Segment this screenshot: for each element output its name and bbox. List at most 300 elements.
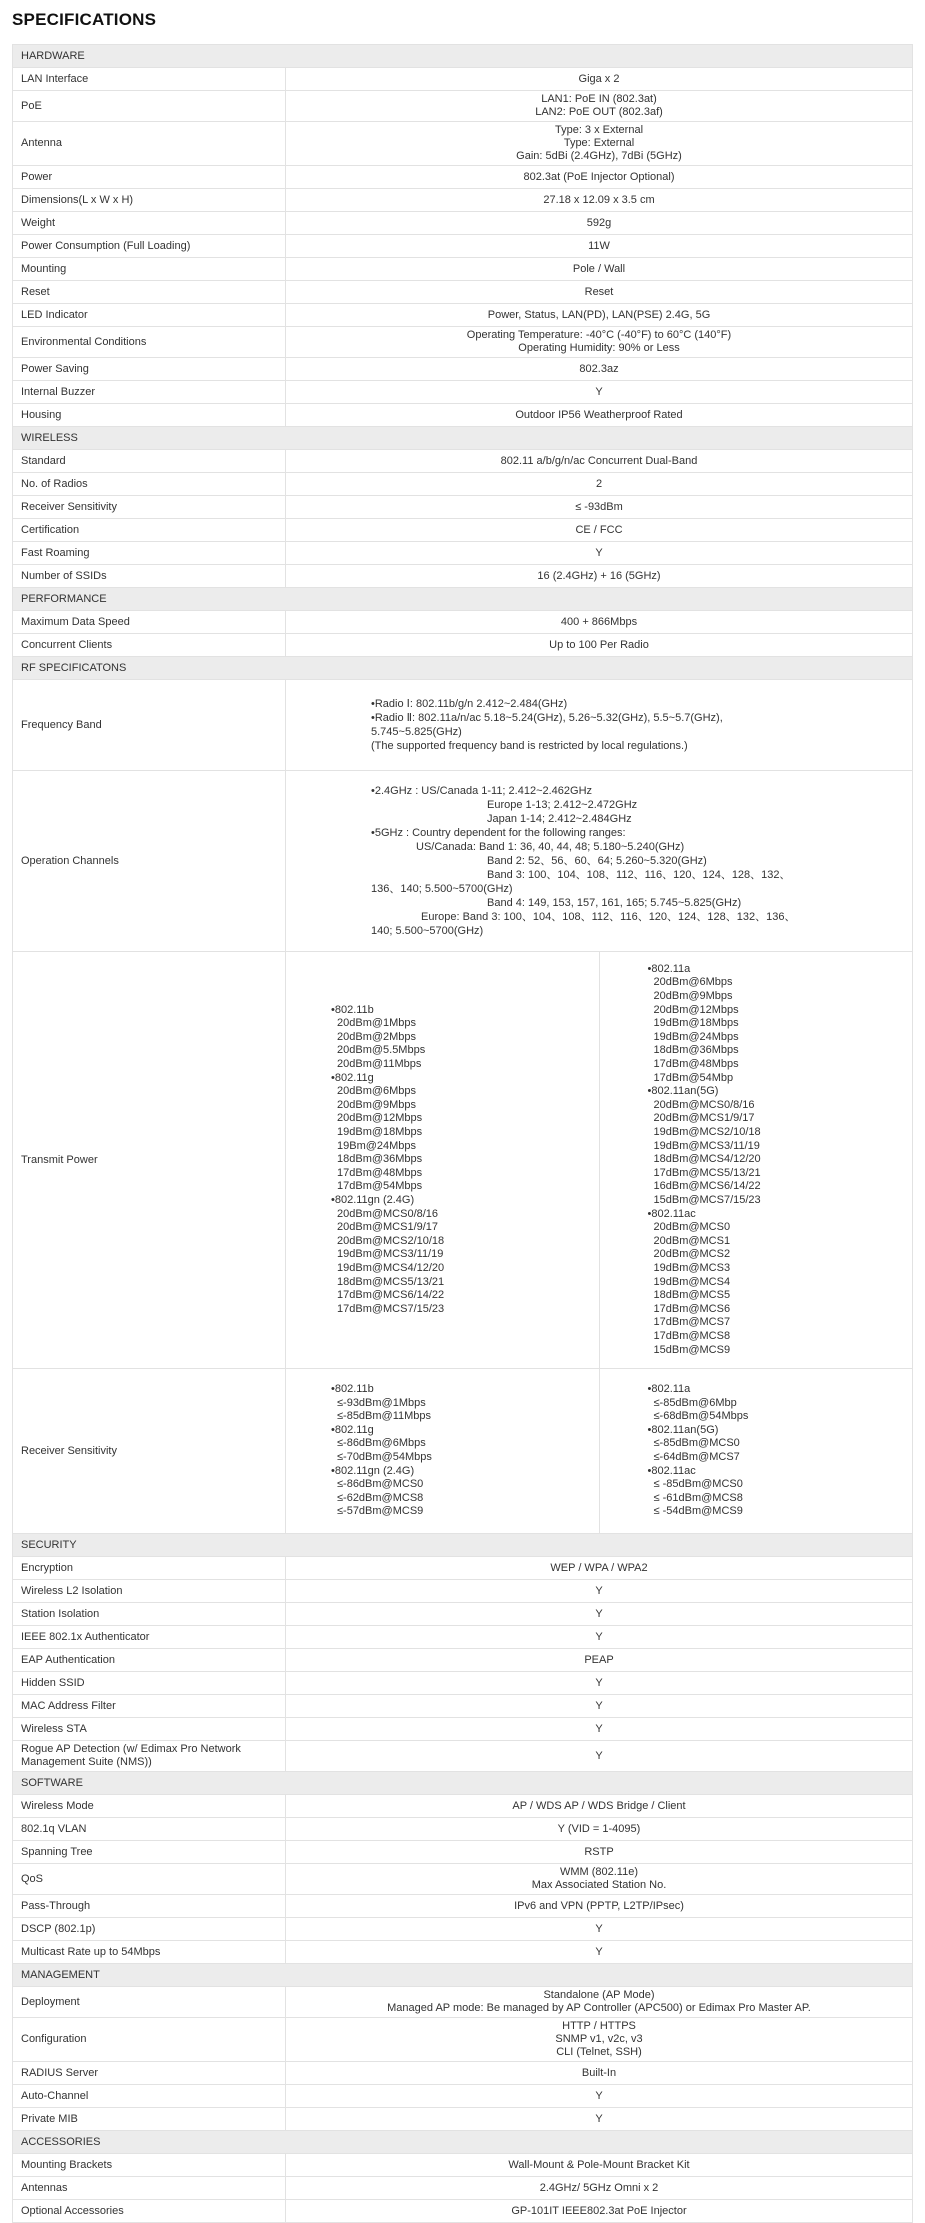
spec-label: Environmental Conditions: [13, 327, 286, 358]
cell-line: •2.4GHz : US/Canada 1-11; 2.412~2.462GHz: [371, 785, 593, 797]
spec-label: Private MIB: [13, 2108, 286, 2131]
cell-line: 20dBm@9Mbps: [653, 990, 733, 1003]
cell-line: •802.11b: [331, 1003, 374, 1016]
cell-line: ≤-86dBm@6Mbps: [337, 1437, 426, 1450]
spec-value-line: Y: [595, 1749, 603, 1762]
cell-line: Japan 1-14; 2.412~2.484GHz: [487, 813, 632, 825]
spec-row: [13, 1841, 913, 1864]
spec-value-line: Type: 3 x External: [554, 124, 644, 136]
spec-value: [286, 1941, 913, 1964]
spec-label: Hidden SSID: [13, 1672, 286, 1695]
spec-row: [13, 611, 913, 634]
spec-value-line: Y: [595, 2089, 603, 2102]
spec-value-line: Y: [595, 1607, 603, 1620]
spec-row: [13, 634, 913, 657]
spec-row: [13, 473, 913, 496]
spec-row: [13, 1718, 913, 1741]
spec-label: DSCP (802.1p): [13, 1918, 286, 1941]
cell-line: 20dBm@MCS2/10/18: [337, 1234, 445, 1247]
spec-value-line: WMM (802.11e): [559, 1866, 639, 1878]
spec-row: [13, 358, 913, 381]
spec-value: [286, 1580, 913, 1603]
cell-line: ≤-62dBm@MCS8: [337, 1491, 424, 1504]
spec-label: IEEE 802.1x Authenticator: [13, 1626, 286, 1649]
spec-value-line: Power, Status, LAN(PD), LAN(PSE) 2.4G, 5G: [487, 308, 711, 321]
spec-label: Internal Buzzer: [13, 381, 286, 404]
section-header-rf: [13, 657, 913, 680]
spec-value: [286, 611, 913, 634]
spec-value: [286, 1695, 913, 1718]
section-header-performance: [13, 588, 913, 611]
spec-label: Station Isolation: [13, 1603, 286, 1626]
spec-value-line: 2.4GHz/ 5GHz Omni x 2: [539, 2181, 659, 2194]
spec-value-line: Type: External: [563, 137, 635, 149]
spec-value: [286, 212, 913, 235]
spec-label: Operation Channels: [13, 771, 286, 952]
section-title: HARDWARE: [13, 45, 913, 68]
spec-value-line: Reset: [584, 285, 614, 298]
cell-line: 140; 5.500~5700(GHz): [371, 925, 484, 937]
spec-label: Frequency Band: [13, 680, 286, 771]
cell-line: 17dBm@48Mbps: [337, 1166, 423, 1179]
spec-value: [286, 1864, 913, 1895]
spec-row: [13, 327, 913, 358]
spec-value: [286, 122, 913, 166]
spec-label: Weight: [13, 212, 286, 235]
spec-value-line: CLI (Telnet, SSH): [556, 2046, 642, 2058]
cell-line: 19dBm@18Mbps: [653, 1017, 739, 1030]
spec-value: [286, 404, 913, 427]
spec-row-receiver: [13, 1369, 913, 1534]
spec-value-line: Y: [595, 1584, 603, 1597]
cell-line: ≤-93dBm@1Mbps: [337, 1396, 426, 1409]
spec-label: Power: [13, 166, 286, 189]
spec-value-line: Managed AP mode: Be managed by AP Controller (APC500) or Edimax Pro Master AP.: [387, 2002, 811, 2014]
spec-label: RADIUS Server: [13, 2062, 286, 2085]
cell-line: ≤ -61dBm@MCS8: [653, 1491, 743, 1504]
spec-value-line: Y: [595, 1945, 603, 1958]
cell-line: •802.11a: [647, 1383, 691, 1396]
spec-value-line: IPv6 and VPN (PPTP, L2TP/IPsec): [514, 1899, 684, 1912]
spec-value-line: PEAP: [584, 1653, 614, 1666]
spec-value-line: Y: [595, 1676, 603, 1689]
spec-value: [286, 381, 913, 404]
section-title: MANAGEMENT: [13, 1964, 913, 1987]
spec-label: Mounting Brackets: [13, 2154, 286, 2177]
spec-label: Pass-Through: [13, 1895, 286, 1918]
cell-line: Europe 1-13; 2.412~2.472GHz: [487, 799, 638, 811]
cell-line: 20dBm@6Mbps: [653, 976, 733, 989]
receiver-sensitivity-24g: [286, 1369, 600, 1534]
spec-row-transmit: [13, 952, 913, 1369]
spec-row: [13, 2200, 913, 2223]
cell-line: 5.745~5.825(GHz): [371, 726, 462, 738]
spec-label: Mounting: [13, 258, 286, 281]
spec-value: [286, 358, 913, 381]
cell-line: 20dBm@MCS2: [653, 1248, 731, 1261]
cell-line: ≤-70dBm@54Mbps: [337, 1451, 432, 1463]
spec-value: [286, 634, 913, 657]
spec-label: Power Saving: [13, 358, 286, 381]
spec-row: [13, 1864, 913, 1895]
spec-value-line: Built-In: [581, 2066, 617, 2079]
spec-label: Receiver Sensitivity: [13, 1369, 286, 1534]
section-title: ACCESSORIES: [13, 2131, 913, 2154]
cell-line: Band 2: 52、56、60、64; 5.260~5.320(GHz): [487, 855, 707, 867]
spec-value: [286, 327, 913, 358]
spec-value-line: Max Associated Station No.: [531, 1879, 667, 1891]
spec-label: Antennas: [13, 2177, 286, 2200]
spec-row: [13, 1626, 913, 1649]
spec-row: [13, 1918, 913, 1941]
cell-line: •802.11gn (2.4G): [331, 1193, 415, 1206]
transmit-power-5g: [599, 952, 913, 1369]
cell-line: 18dBm@MCS4/12/20: [653, 1153, 761, 1166]
spec-value-line: GP-101IT IEEE802.3at PoE Injector: [511, 2204, 687, 2217]
spec-value-line: 400 + 866Mbps: [560, 615, 638, 628]
spec-label: Standard: [13, 450, 286, 473]
spec-row: [13, 68, 913, 91]
spec-row: [13, 496, 913, 519]
spec-row: [13, 2018, 913, 2062]
spec-value-line: 11W: [588, 239, 610, 252]
spec-label: Multicast Rate up to 54Mbps: [13, 1941, 286, 1964]
spec-value-line: 27.18 x 12.09 x 3.5 cm: [543, 193, 655, 206]
spec-value-line: Wall-Mount & Pole-Mount Bracket Kit: [508, 2158, 690, 2171]
spec-value-line: Up to 100 Per Radio: [549, 638, 649, 651]
cell-line: 17dBm@MCS6: [653, 1302, 731, 1315]
cell-line: •802.11a: [647, 962, 691, 975]
spec-value-line: LAN1: PoE IN (802.3at): [541, 93, 657, 105]
spec-value: [286, 2108, 913, 2131]
spec-row: [13, 1649, 913, 1672]
spec-row: [13, 2062, 913, 2085]
spec-value: [286, 166, 913, 189]
spec-row: [13, 1695, 913, 1718]
cell-line: 20dBm@MCS0/8/16: [337, 1207, 439, 1220]
spec-value-line: Pole / Wall: [572, 262, 626, 275]
cell-line: (The supported frequency band is restricted by local regulations.): [371, 740, 688, 752]
spec-row: [13, 1741, 913, 1772]
spec-row: [13, 450, 913, 473]
spec-label: EAP Authentication: [13, 1649, 286, 1672]
spec-value: [286, 281, 913, 304]
spec-label: MAC Address Filter: [13, 1695, 286, 1718]
cell-line: •5GHz : Country dependent for the following ranges:: [371, 827, 626, 839]
cell-line: ≤-57dBm@MCS9: [337, 1505, 424, 1518]
cell-line: 20dBm@MCS0/8/16: [653, 1098, 755, 1111]
spec-row: [13, 1603, 913, 1626]
spec-row: [13, 2108, 913, 2131]
section-header-management: [13, 1964, 913, 1987]
spec-row-frequency: [13, 680, 913, 771]
cell-line: 20dBm@MCS0: [653, 1221, 731, 1234]
spec-label: Number of SSIDs: [13, 565, 286, 588]
spec-label: Fast Roaming: [13, 542, 286, 565]
spec-label: Housing: [13, 404, 286, 427]
spec-row: [13, 519, 913, 542]
cell-line: •802.11b: [331, 1383, 374, 1396]
spec-label: Concurrent Clients: [13, 634, 286, 657]
cell-line: ≤-64dBm@MCS7: [653, 1451, 740, 1463]
spec-label: Wireless L2 Isolation: [13, 1580, 286, 1603]
cell-line: Band 4: 149, 153, 157, 161, 165; 5.745~5.825(GHz): [487, 897, 742, 909]
cell-line: 19dBm@18Mbps: [337, 1126, 423, 1139]
section-header-software: [13, 1772, 913, 1795]
spec-value-line: WEP / WPA / WPA2: [550, 1561, 648, 1574]
cell-line: •802.11gn (2.4G): [331, 1464, 415, 1477]
spec-label: Wireless Mode: [13, 1795, 286, 1818]
spec-label: Rogue AP Detection (w/ Edimax Pro Network Management Suite (NMS)): [13, 1741, 286, 1772]
cell-line: 20dBm@1Mbps: [337, 1017, 417, 1030]
spec-value: [286, 2177, 913, 2200]
cell-line: 19dBm@MCS4/12/20: [337, 1261, 445, 1274]
cell-line: 15dBm@MCS7/15/23: [653, 1193, 761, 1206]
spec-value-line: Operating Temperature: -40°C (-40°F) to 60°C (140°F): [466, 329, 732, 341]
cell-line: 16dBm@MCS6/14/22: [653, 1180, 761, 1193]
spec-value-line: Operating Humidity: 90% or Less: [518, 342, 680, 354]
receiver-sensitivity-5g: [599, 1369, 913, 1534]
spec-row: [13, 404, 913, 427]
section-header-wireless: [13, 427, 913, 450]
spec-value-line: Y (VID = 1-4095): [557, 1822, 641, 1835]
spec-row: [13, 1580, 913, 1603]
spec-label: Reset: [13, 281, 286, 304]
spec-label: Auto-Channel: [13, 2085, 286, 2108]
spec-value: [286, 519, 913, 542]
spec-value-line: Gain: 5dBi (2.4GHz), 7dBi (5GHz): [516, 150, 682, 162]
spec-row: [13, 2085, 913, 2108]
spec-value-line: CE / FCC: [575, 523, 623, 536]
spec-row: [13, 122, 913, 166]
spec-value-line: Outdoor IP56 Weatherproof Rated: [515, 408, 683, 421]
cell-line: 17dBm@54Mbps: [337, 1180, 423, 1193]
spec-label: Spanning Tree: [13, 1841, 286, 1864]
spec-label: Certification: [13, 519, 286, 542]
transmit-power-24g: [286, 952, 600, 1369]
spec-value: [286, 1603, 913, 1626]
spec-row: [13, 304, 913, 327]
spec-value-line: Y: [595, 1922, 603, 1935]
spec-row: [13, 1672, 913, 1695]
cell-line: 20dBm@9Mbps: [337, 1098, 417, 1111]
spec-label: Deployment: [13, 1987, 286, 2018]
cell-line: •802.11ac: [647, 1207, 696, 1220]
spec-value: [286, 1718, 913, 1741]
spec-value: [286, 235, 913, 258]
cell-line: 18dBm@MCS5/13/21: [337, 1275, 445, 1288]
spec-table: [12, 44, 913, 2223]
spec-label: Receiver Sensitivity: [13, 496, 286, 519]
spec-label: Power Consumption (Full Loading): [13, 235, 286, 258]
spec-value-line: RSTP: [584, 1845, 614, 1858]
spec-row: [13, 1818, 913, 1841]
spec-value: [286, 2154, 913, 2177]
spec-row: [13, 1895, 913, 1918]
section-title: RF SPECIFICATONS: [13, 657, 913, 680]
spec-label: PoE: [13, 91, 286, 122]
spec-row-channels: [13, 771, 913, 952]
section-title: PERFORMANCE: [13, 588, 913, 611]
spec-value: [286, 1626, 913, 1649]
spec-value: [286, 565, 913, 588]
spec-value: [286, 2018, 913, 2062]
cell-line: 19dBm@MCS3: [653, 1261, 731, 1274]
spec-value: [286, 542, 913, 565]
cell-line: US/Canada: Band 1: 36, 40, 44, 48; 5.180~5.240(GHz): [416, 841, 685, 853]
section-title: WIRELESS: [13, 427, 913, 450]
cell-line: •Radio Ⅱ: 802.11a/n/ac 5.18~5.24(GHz), 5.26~5.32(GHz), 5.5~5.7(GHz),: [371, 712, 723, 724]
spec-value: [286, 450, 913, 473]
section-title: SOFTWARE: [13, 1772, 913, 1795]
spec-row: [13, 1795, 913, 1818]
cell-line: ≤ -85dBm@MCS0: [653, 1478, 743, 1491]
cell-line: 17dBm@MCS6/14/22: [337, 1289, 445, 1302]
spec-value: [286, 1895, 913, 1918]
spec-value: [286, 2200, 913, 2223]
cell-line: 18dBm@36Mbps: [653, 1044, 739, 1057]
cell-line: ≤-86dBm@MCS0: [337, 1478, 424, 1491]
spec-row: [13, 381, 913, 404]
spec-value: [286, 2085, 913, 2108]
cell-line: 18dBm@36Mbps: [337, 1153, 423, 1166]
spec-row: [13, 565, 913, 588]
spec-value-line: 802.3az: [579, 362, 619, 375]
cell-line: 19dBm@MCS3/11/19: [653, 1139, 760, 1152]
cell-line: •802.11an(5G): [647, 1423, 719, 1436]
spec-row: [13, 281, 913, 304]
cell-line: 17dBm@MCS7/15/23: [337, 1302, 445, 1315]
spec-row: [13, 166, 913, 189]
spec-label: 802.1q VLAN: [13, 1818, 286, 1841]
spec-value: [286, 1795, 913, 1818]
spec-row: [13, 1987, 913, 2018]
spec-value: [286, 1818, 913, 1841]
cell-line: •802.11g: [331, 1423, 374, 1436]
spec-value-line: LAN2: PoE OUT (802.3af): [535, 106, 663, 118]
spec-row: [13, 542, 913, 565]
spec-value-line: Y: [595, 385, 603, 398]
page-title: SPECIFICATIONS: [12, 10, 157, 29]
cell-line: 15dBm@MCS9: [653, 1343, 731, 1356]
cell-line: •Radio Ⅰ: 802.11b/g/n 2.412~2.484(GHz): [371, 698, 568, 710]
cell-line: 19Bm@24Mbps: [337, 1139, 417, 1152]
cell-line: 17dBm@MCS5/13/21: [653, 1166, 761, 1179]
spec-label: Encryption: [13, 1557, 286, 1580]
spec-value-line: 592g: [586, 216, 612, 229]
spec-row: [13, 189, 913, 212]
spec-value: [286, 258, 913, 281]
cell-line: 18dBm@MCS5: [653, 1289, 731, 1302]
section-title: SECURITY: [13, 1534, 913, 1557]
spec-value-line: Y: [595, 2112, 603, 2125]
spec-value: [286, 2062, 913, 2085]
cell-line: 19dBm@MCS3/11/19: [337, 1248, 444, 1261]
spec-row: [13, 91, 913, 122]
frequency-band-value: [286, 680, 913, 771]
cell-line: 19dBm@24Mbps: [653, 1030, 739, 1043]
spec-label: Optional Accessories: [13, 2200, 286, 2223]
spec-value: [286, 68, 913, 91]
cell-line: 20dBm@12Mbps: [337, 1112, 423, 1125]
spec-value: [286, 304, 913, 327]
spec-value-line: 2: [595, 477, 603, 490]
spec-value-line: SNMP v1, v2c, v3: [555, 2033, 643, 2045]
operation-channels-value: [286, 771, 913, 952]
spec-value-line: Y: [595, 1722, 603, 1735]
cell-line: 20dBm@5.5Mbps: [337, 1044, 426, 1057]
section-header-hardware: [13, 45, 913, 68]
cell-line: ≤-85dBm@11Mbps: [337, 1410, 432, 1423]
cell-line: •802.11ac: [647, 1464, 696, 1477]
spec-label: LAN Interface: [13, 68, 286, 91]
spec-value: [286, 1841, 913, 1864]
cell-line: Europe: Band 3: 100、104、108、112、116、120、124、128、132、136、: [421, 911, 796, 923]
cell-line: 20dBm@2Mbps: [337, 1030, 417, 1043]
spec-value: [286, 473, 913, 496]
cell-line: 19dBm@MCS2/10/18: [653, 1126, 761, 1139]
cell-line: 17dBm@54Mbp: [653, 1071, 734, 1084]
cell-line: Band 3: 100、104、108、112、116、120、124、128、132、: [487, 869, 791, 881]
cell-line: 17dBm@MCS7: [653, 1316, 731, 1329]
spec-label: Configuration: [13, 2018, 286, 2062]
spec-value-line: 16 (2.4GHz) + 16 (5GHz): [537, 569, 661, 582]
cell-line: 20dBm@11Mbps: [337, 1058, 422, 1071]
spec-value-line: AP / WDS AP / WDS Bridge / Client: [512, 1799, 686, 1812]
spec-value: [286, 1649, 913, 1672]
spec-label: Antenna: [13, 122, 286, 166]
cell-line: ≤-85dBm@MCS0: [653, 1437, 740, 1450]
spec-value-line: 802.11 a/b/g/n/ac Concurrent Dual-Band: [500, 454, 698, 467]
cell-line: •802.11an(5G): [647, 1085, 719, 1098]
spec-value-line: Y: [595, 1699, 603, 1712]
spec-row: [13, 1941, 913, 1964]
spec-label: Wireless STA: [13, 1718, 286, 1741]
cell-line: 20dBm@MCS1/9/17: [653, 1112, 755, 1125]
spec-row: [13, 212, 913, 235]
cell-line: 20dBm@MCS1: [653, 1234, 731, 1247]
spec-label: Transmit Power: [13, 952, 286, 1369]
spec-value-line: Giga x 2: [578, 72, 620, 85]
spec-value: [286, 496, 913, 519]
spec-value: [286, 1741, 913, 1772]
spec-label: Dimensions(L x W x H): [13, 189, 286, 212]
cell-line: 17dBm@MCS8: [653, 1329, 731, 1342]
spec-row: [13, 2177, 913, 2200]
cell-line: 136、140; 5.500~5700(GHz): [371, 883, 513, 895]
spec-row: [13, 258, 913, 281]
spec-value: [286, 1672, 913, 1695]
spec-label: QoS: [13, 1864, 286, 1895]
cell-line: ≤-85dBm@6Mbp: [653, 1396, 737, 1409]
spec-label: LED Indicator: [13, 304, 286, 327]
cell-line: •802.11g: [331, 1071, 374, 1084]
cell-line: 19dBm@MCS4: [653, 1275, 731, 1288]
spec-value: [286, 91, 913, 122]
spec-value-line: HTTP / HTTPS: [562, 2020, 636, 2032]
cell-line: ≤-68dBm@54Mbps: [653, 1410, 749, 1423]
section-header-security: [13, 1534, 913, 1557]
cell-line: 20dBm@6Mbps: [337, 1085, 417, 1098]
cell-line: ≤ -54dBm@MCS9: [653, 1505, 743, 1518]
spec-value-line: Standalone (AP Mode): [543, 1989, 655, 2001]
spec-value-line: 802.3at (PoE Injector Optional): [523, 170, 675, 183]
spec-row: [13, 2154, 913, 2177]
spec-value: [286, 189, 913, 212]
spec-value: [286, 1987, 913, 2018]
spec-row: [13, 235, 913, 258]
section-header-accessories: [13, 2131, 913, 2154]
